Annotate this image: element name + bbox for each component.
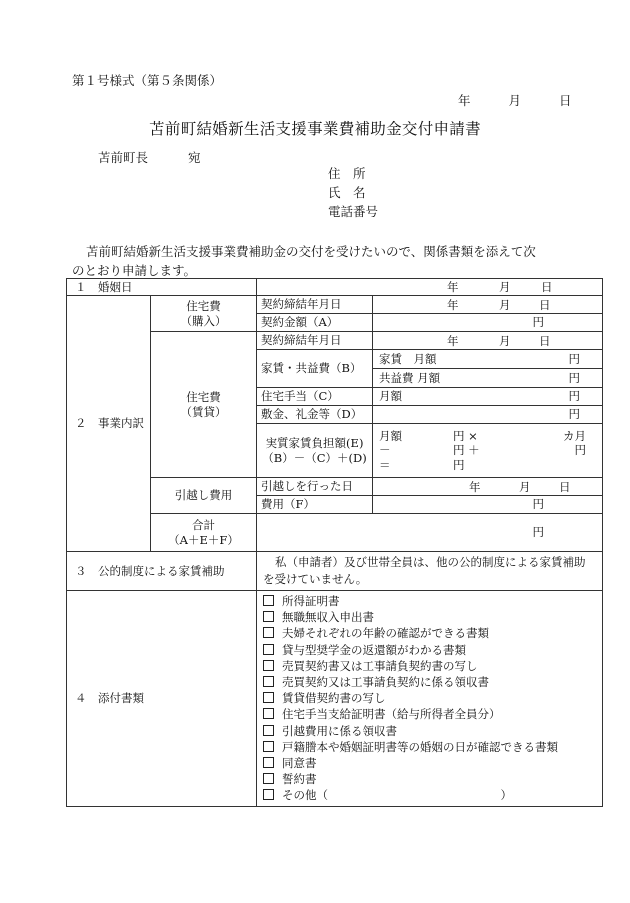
housing-purchase-sub: （購入） — [180, 313, 227, 328]
moving-day: 日 — [559, 479, 571, 494]
housing-rent-title: 住宅費 — [186, 390, 221, 405]
actual-rent-title: 実質家賃負担額(E) — [265, 436, 364, 451]
moving-date-field[interactable] — [373, 478, 603, 496]
checkbox-icon[interactable] — [263, 611, 274, 622]
name-label: 氏 名 — [328, 185, 366, 200]
common-fee-yen: 円 — [568, 370, 580, 385]
common-fee-inner — [373, 371, 602, 385]
moving-cost-f-label: 費用（F） — [257, 496, 373, 514]
submission-date — [458, 95, 572, 108]
checkbox-icon[interactable] — [263, 644, 274, 655]
actual-rent-label — [257, 424, 373, 478]
attachment-item[interactable]: 誓約書 — [263, 771, 596, 787]
total-formula: （A＋E＋F） — [168, 532, 239, 547]
deposit-field[interactable] — [373, 406, 603, 424]
moving-month: 月 — [519, 479, 531, 494]
marriage-month: 月 — [499, 279, 511, 294]
addressee — [98, 152, 201, 165]
moving-cost-yen: 円 — [532, 497, 544, 512]
contract-amount-field[interactable] — [373, 314, 603, 332]
rent-subsidy-row — [67, 552, 603, 591]
rent-monthly-yen: 円 — [568, 351, 580, 366]
contract-amount-yen: 円 — [532, 315, 544, 330]
purchase-day: 日 — [539, 297, 551, 312]
total-field[interactable] — [257, 514, 603, 552]
calc-plus-yen: 円 — [574, 443, 586, 458]
marriage-day: 日 — [541, 279, 553, 294]
application-table — [66, 278, 603, 807]
attachments-row — [67, 591, 603, 807]
year-label: 年 — [458, 93, 471, 108]
addressee-suffix: 宛 — [188, 150, 201, 165]
actual-rent-calc-table — [379, 429, 596, 472]
attachment-item[interactable]: 売買契約書又は工事請負契約書の写し — [263, 658, 596, 674]
rent-day: 日 — [539, 333, 551, 348]
rent-contract-date-label: 契約締結年月日 — [257, 332, 373, 350]
month-label: 月 — [508, 93, 522, 108]
attachments-checklist — [257, 591, 603, 807]
intro-line-2: のとおり申請します。 — [72, 263, 197, 278]
marriage-date-row — [67, 279, 603, 296]
attachment-item[interactable]: 同意書 — [263, 755, 596, 771]
rent-contract-date-field[interactable] — [373, 332, 603, 350]
calc-monthly-label: 月額 — [379, 428, 402, 443]
checkbox-icon[interactable] — [263, 725, 274, 736]
checkbox-icon[interactable] — [263, 741, 274, 752]
moving-date-label: 引越しを行った日 — [257, 478, 373, 496]
business-breakdown-label: ２ 事業内訳 — [67, 296, 151, 552]
page-title: 苫前町結婚新生活支援事業費補助金交付申請書 — [149, 120, 481, 138]
checkbox-icon[interactable] — [263, 692, 274, 703]
calc-empty — [523, 458, 596, 472]
attachment-item[interactable]: 貸与型奨学金の返還額がわかる書類 — [263, 642, 596, 658]
attachment-item[interactable]: その他（ ） — [263, 787, 596, 803]
checkbox-icon[interactable] — [263, 773, 274, 784]
attachment-item[interactable]: 無職無収入申出書 — [263, 609, 596, 625]
calc-minus-label: － — [379, 443, 391, 458]
rent-monthly-label: 家賃 月額 — [379, 351, 437, 366]
attachment-item[interactable]: 夫婦それぞれの年齢の確認ができる書類 — [263, 625, 596, 641]
purchase-contract-date-label: 契約締結年月日 — [257, 296, 373, 314]
attachment-item[interactable]: 引越費用に係る領収書 — [263, 723, 596, 739]
checkbox-icon[interactable] — [263, 595, 274, 606]
purchase-contract-date-field[interactable] — [373, 296, 603, 314]
housing-rent-label — [151, 332, 257, 478]
attachment-item[interactable]: 賃貸借契約書の写し — [263, 690, 596, 706]
housing-allowance-label: 住宅手当（C） — [257, 388, 373, 406]
housing-allowance-field[interactable] — [373, 388, 603, 406]
rent-year: 年 — [447, 333, 459, 348]
form-number: 第１号様式（第５条関係） — [72, 73, 223, 88]
calc-months-unit: カ月 — [563, 428, 586, 443]
calc-equals-yen: 円 — [453, 457, 465, 472]
checkbox-icon[interactable] — [263, 627, 274, 638]
marriage-date-label: １ 婚姻日 — [67, 279, 257, 296]
day-label: 日 — [559, 93, 572, 108]
rent-monthly-field[interactable] — [373, 350, 603, 369]
moving-cost-label: 引越し費用 — [151, 478, 257, 514]
deposit-yen: 円 — [568, 407, 580, 422]
calc-monthly-op: 円 × — [453, 428, 478, 443]
attachment-item[interactable]: 売買契約又は工事請負契約に係る領収書 — [263, 674, 596, 690]
actual-rent-calculation[interactable] — [373, 424, 603, 478]
purchase-year: 年 — [447, 297, 459, 312]
moving-cost-field[interactable] — [373, 496, 603, 514]
actual-rent-formula: （B）－（C）＋(D) — [262, 450, 367, 465]
common-fee-label: 共益費 月額 — [379, 370, 441, 385]
total-label — [151, 514, 257, 552]
addressee-name: 苫前町長 — [98, 150, 149, 165]
total-title: 合計 — [192, 518, 215, 533]
attachment-item[interactable]: 住宅手当支給証明書（給与所得者全員分） — [263, 706, 596, 722]
rent-month: 月 — [499, 333, 511, 348]
checkbox-icon[interactable] — [263, 660, 274, 671]
attachment-item[interactable]: 所得証明書 — [263, 593, 596, 609]
phone-label: 電話番号 — [328, 204, 379, 219]
checkbox-icon[interactable] — [263, 757, 274, 768]
calc-equals-label: ＝ — [379, 457, 391, 472]
housing-allowance-yen: 円 — [568, 389, 580, 404]
calc-minus-op: 円 ＋ — [453, 443, 480, 458]
rent-common-fee-label: 家賃・共益費（B） — [257, 350, 373, 388]
attachments-label: ４ 添付書類 — [67, 591, 257, 807]
housing-purchase-title: 住宅費 — [186, 299, 221, 314]
purchase-contract-date-row — [67, 296, 603, 314]
checkbox-icon[interactable] — [263, 708, 274, 719]
intro-text — [72, 242, 602, 280]
moving-year: 年 — [469, 479, 481, 494]
purchase-month: 月 — [499, 297, 511, 312]
checkbox-icon[interactable] — [263, 676, 274, 687]
housing-purchase-label — [151, 296, 257, 332]
deposit-label: 敷金、礼金等（D） — [257, 406, 373, 424]
marriage-year: 年 — [447, 279, 459, 294]
attachment-item[interactable]: 戸籍謄本や婚姻証明書等の婚姻の日が確認できる書類 — [263, 739, 596, 755]
rent-subsidy-label: ３ 公的制度による家賃補助 — [67, 552, 257, 591]
housing-rent-sub: （賃貸） — [180, 404, 227, 419]
address-label: 住 所 — [328, 166, 366, 181]
common-fee-field[interactable] — [373, 369, 603, 388]
rent-monthly-inner — [373, 352, 602, 366]
intro-line-1: 苫前町結婚新生活支援事業費補助金の交付を受けたいので、関係書類を添えて次 — [86, 244, 536, 259]
contract-amount-label: 契約金額（A） — [257, 314, 373, 332]
checkbox-icon[interactable] — [263, 789, 274, 800]
marriage-date-field[interactable] — [257, 279, 603, 296]
housing-allowance-monthly: 月額 — [379, 389, 402, 404]
housing-allowance-inner — [373, 389, 602, 403]
rent-subsidy-declaration: 私（申請者）及び世帯全員は、他の公的制度による家賃補助を受けていません。 — [257, 552, 603, 591]
total-yen: 円 — [532, 525, 544, 540]
